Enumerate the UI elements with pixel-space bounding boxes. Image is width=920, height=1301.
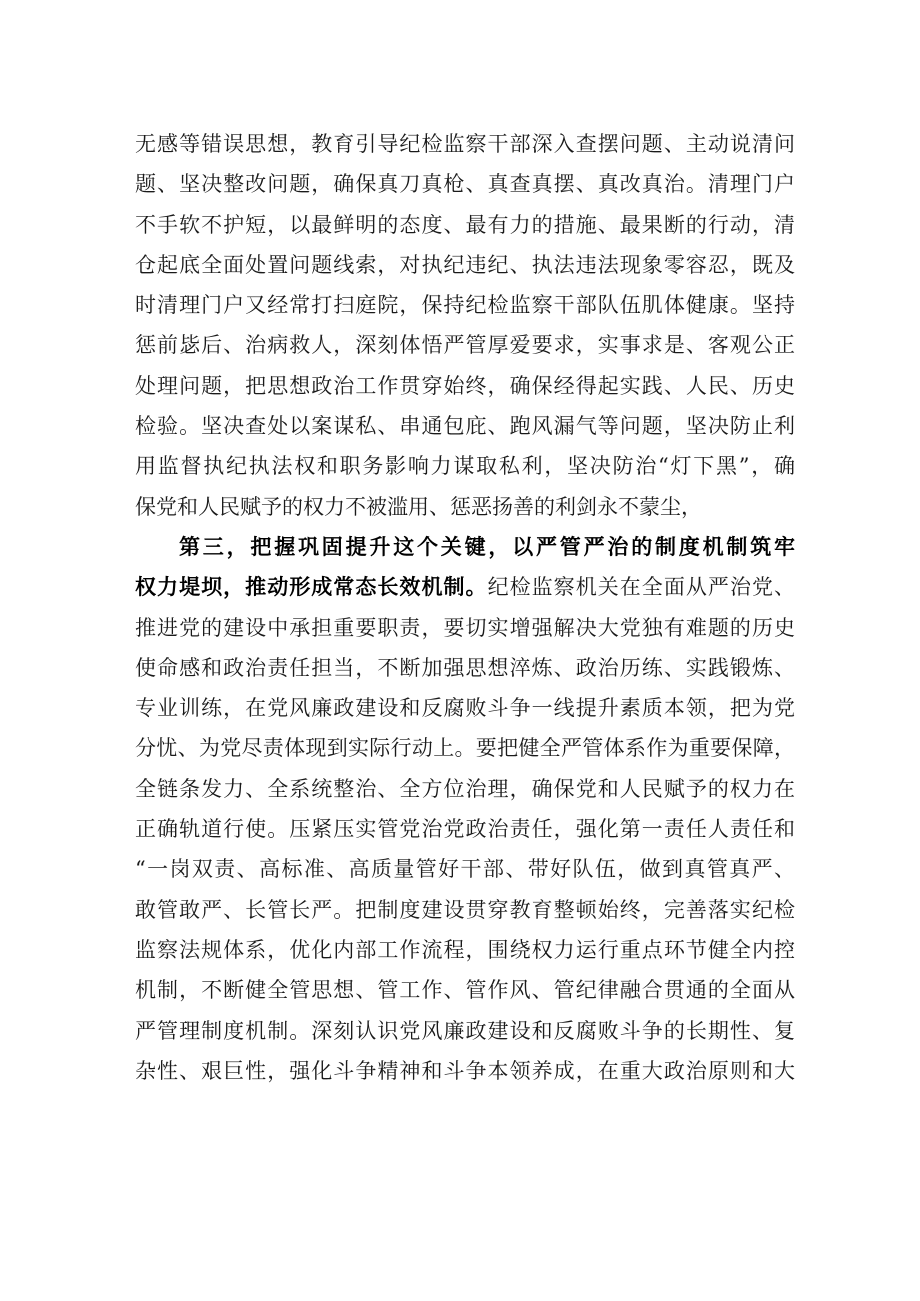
paragraph-1-line-2: 题、坚决整改问题，确保真刀真枪、真查真摆、真改真治。清理门户 <box>135 172 795 197</box>
paragraph-1-line-3: 不手软不护短，以最鲜明的态度、最有力的措施、最果断的行动，清 <box>135 212 795 237</box>
section-heading-line-1: 第三，把握巩固提升这个关键，以严管严治的制度机制筑牢 <box>179 533 795 559</box>
paragraph-2-line-12: 杂性、艰巨性，强化斗争精神和斗争本领养成，在重大政治原则和大 <box>135 1058 795 1083</box>
paragraph-1-line-9: 用监督执纪执法权和职务影响力谋取私利，坚决防治“灯下黑”，确 <box>135 454 795 479</box>
paragraph-1-line-7: 处理问题，把思想政治工作贯穿始终，确保经得起实践、人民、历史 <box>135 373 795 398</box>
paragraph-2-line-10: 机制，不断健全管思想、管工作、管作风、管纪律融合贯通的全面从 <box>135 978 795 1003</box>
paragraph-1-line-6: 惩前毖后、治病救人，深刻体悟严管厚爱要求，实事求是、客观公正 <box>135 333 795 358</box>
document-body <box>135 124 795 1091</box>
paragraph-2-line-9: 监察法规体系，优化内部工作流程，围绕权力运行重点环节健全内控 <box>135 937 795 962</box>
paragraph-1-line-10: 保党和人民赋予的权力不被滥用、惩恶扬善的利剑永不蒙尘， <box>135 494 702 519</box>
section-heading-line-2 <box>135 567 795 607</box>
paragraph-1-line-1: 无感等错误思想，教育引导纪检监察干部深入查摆问题、主动说清问 <box>135 132 795 156</box>
paragraph-1-line-8: 检验。坚决查处以案谋私、串通包庇、跑风漏气等问题，坚决防止利 <box>135 414 795 439</box>
paragraph-2-line-7: “一岗双责、高标准、高质量管好干部、带好队伍，做到真管真严、 <box>135 857 795 882</box>
paragraph-2-line-8: 敢管敢严、长管长严。把制度建设贯穿教育整顿始终，完善落实纪检 <box>135 897 795 922</box>
paragraph-2-line-1: 推进党的建设中承担重要职责，要切实增强解决大党独有难题的历史 <box>135 615 795 640</box>
paragraph-2-line-2: 使命感和政治责任担当，不断加强思想淬炼、政治历练、实践锻炼、 <box>135 655 795 680</box>
paragraph-1-line-4: 仓起底全面处置问题线索，对执纪违纪、执法违法现象零容忍，既及 <box>135 252 795 277</box>
paragraph-2-first-text: 纪检监察机关在全面从严治党、 <box>487 575 796 600</box>
paragraph-1-line-5: 时清理门户又经常打扫庭院，保持纪检监察干部队伍肌体健康。坚持 <box>135 293 795 318</box>
paragraph-2-line-6: 正确轨道行使。压紧压实管党治党政治责任，强化第一责任人责任和 <box>135 817 795 842</box>
paragraph-2-line-4: 分忧、为党尽责体现到实际行动上。要把健全严管体系作为重要保障， <box>135 736 795 761</box>
paragraph-2-line-3: 专业训练，在党风廉政建设和反腐败斗争一线提升素质本领，把为党 <box>135 696 795 721</box>
paragraph-2-line-5: 全链条发力、全系统整治、全方位治理，确保党和人民赋予的权力在 <box>135 776 795 801</box>
paragraph-2-line-11: 严管理制度机制。深刻认识党风廉政建设和反腐败斗争的长期性、复 <box>135 1018 795 1043</box>
section-heading-bold-end: 权力堤坝，推动形成常态长效机制。 <box>135 574 488 600</box>
